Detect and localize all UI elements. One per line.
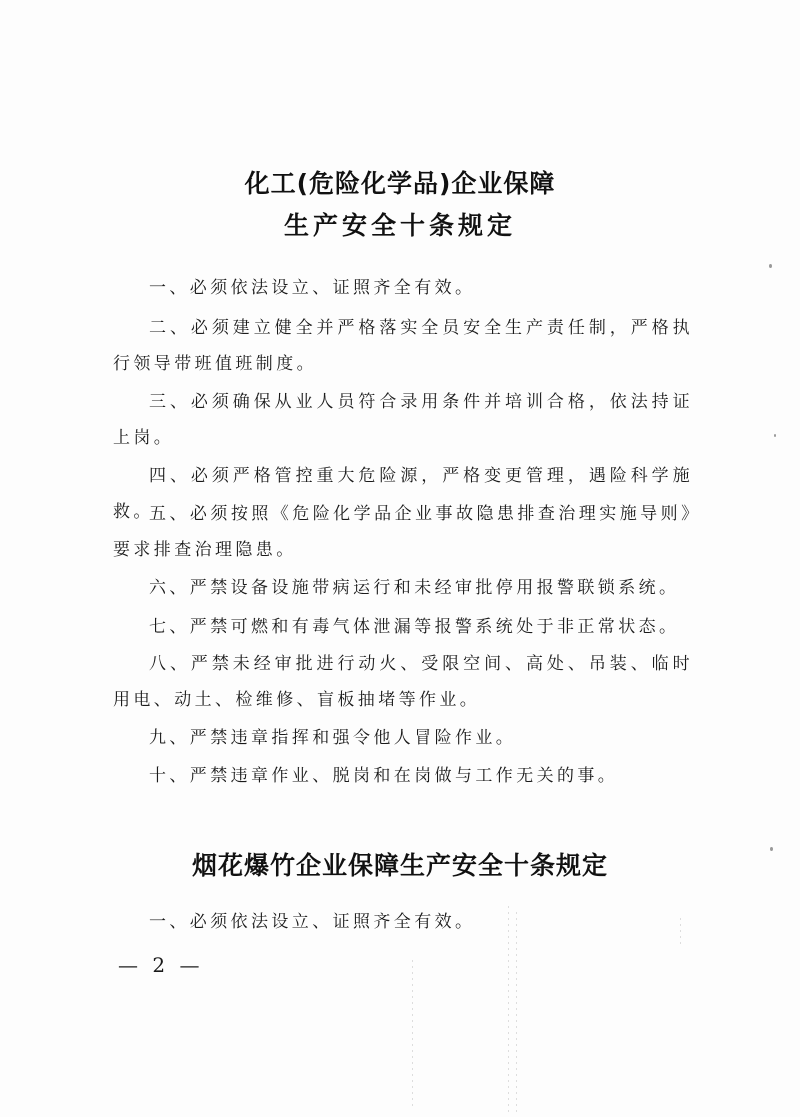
rule-5: 五、必须按照《危险化学品企业事故隐患排查治理实施导则》要求排查治理隐患。 [113, 504, 693, 560]
rule-7: 七、严禁可燃和有毒气体泄漏等报警系统处于非正常状态。 [149, 617, 680, 637]
rule-9: 九、严禁违章指挥和强令他人冒险作业。 [149, 728, 517, 748]
section1-title-line2: 生产安全十条规定 [283, 211, 516, 240]
rule-3: 三、必须确保从业人员符合录用条件并培训合格，依法持证上岗。 [113, 392, 693, 448]
rule-4: 四、必须严格管控重大危险源，严格变更管理，遇险科学施救。 [113, 466, 693, 522]
section1-title-line1: 化工(危险化学品)企业保障 [244, 169, 556, 198]
section2-rule-1: 一、必须依法设立、证照齐全有效。 [149, 912, 476, 932]
page-number: — 2 — [118, 953, 204, 977]
rule-10: 十、严禁违章作业、脱岗和在岗做与工作无关的事。 [149, 766, 619, 786]
scan-speck [769, 264, 772, 268]
rule-6: 六、严禁设备设施带病运行和未经审批停用报警联锁系统。 [149, 578, 680, 598]
rule-2: 二、必须建立健全并严格落实全员安全生产责任制，严格执行领导带班值班制度。 [113, 318, 693, 374]
rule-8: 八、严禁未经审批进行动火、受限空间、高处、吊装、临时用电、动土、检维修、盲板抽堵等作业。 [113, 654, 693, 710]
rule-1: 一、必须依法设立、证照齐全有效。 [149, 278, 476, 298]
scan-noise [516, 912, 517, 1112]
scan-speck [774, 434, 776, 437]
scan-noise [412, 960, 413, 1110]
section2-title: 烟花爆竹企业保障生产安全十条规定 [191, 851, 608, 880]
